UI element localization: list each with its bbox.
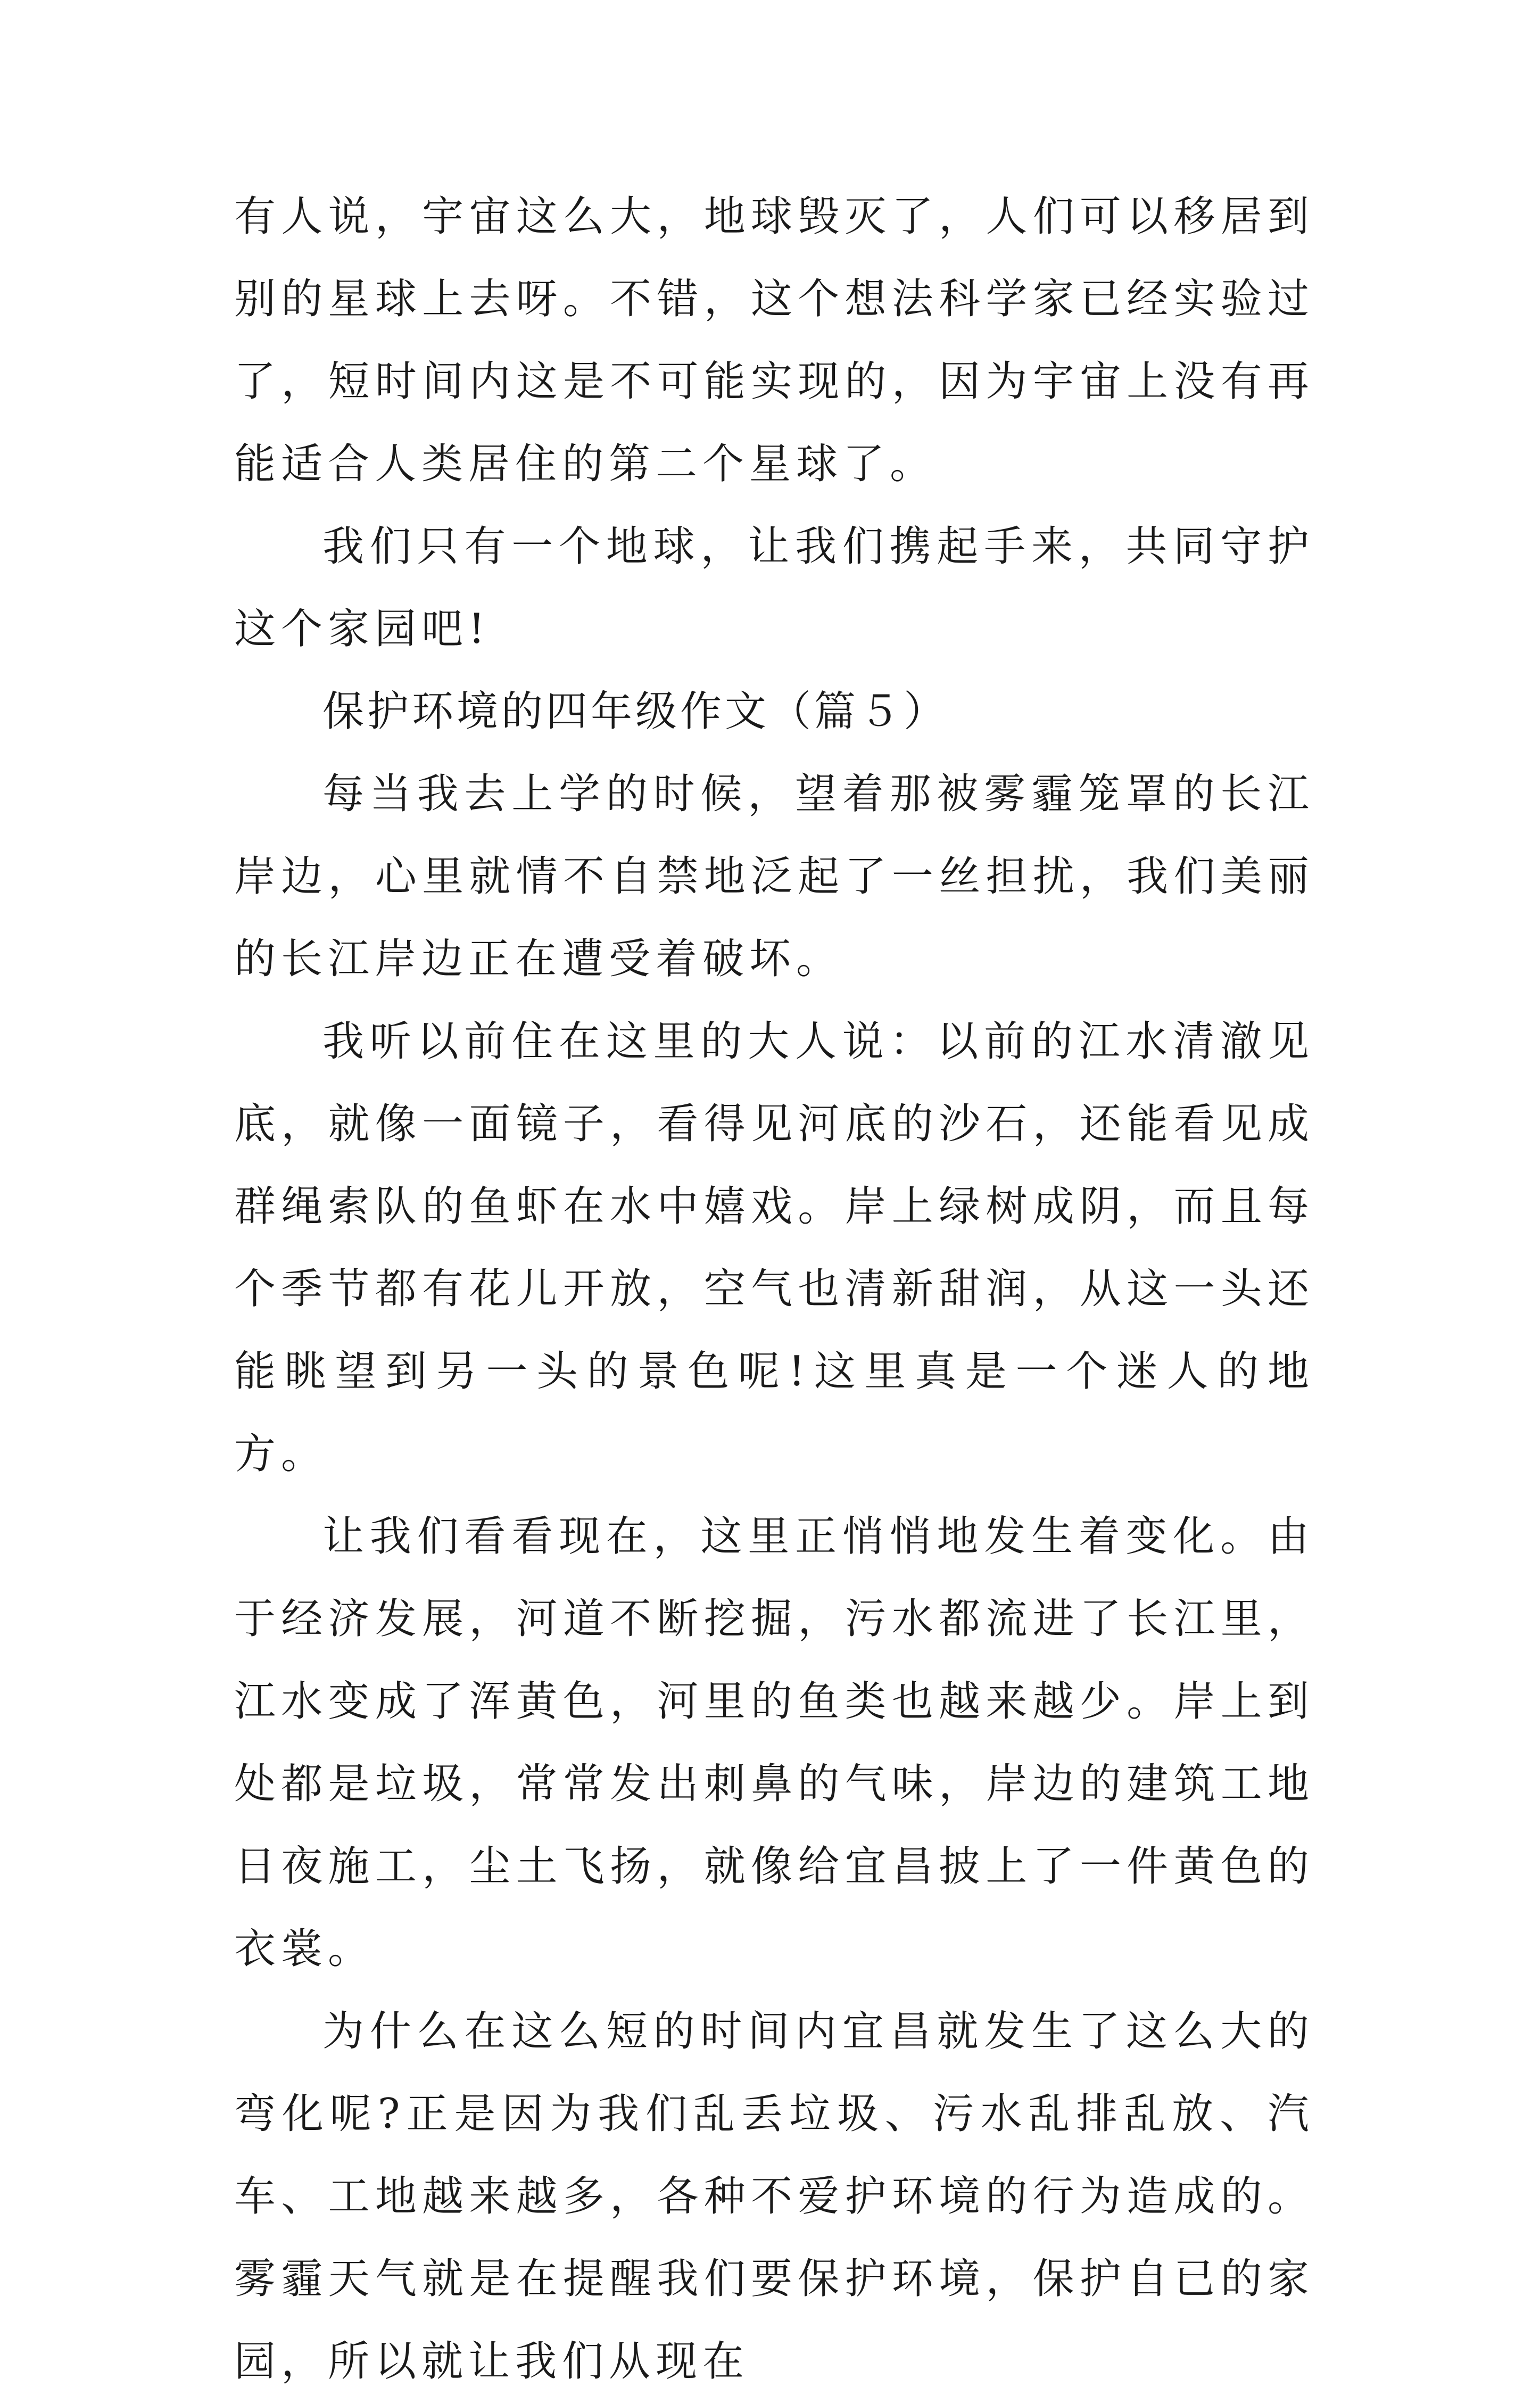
paragraph-5: 让我们看看现在，这里正悄悄地发生着变化。由于经济发展，河道不断挖掘，污水都流进了长江里，江水变成了浑黄色，河里的鱼类也越来越少。岸上到处都是垃圾，常常发出刺鼻的气味，岸边的建筑工地日夜施工，尘土飞扬，就像给宜昌披上了一件黄色的衣裳。 bbox=[234, 1513, 1314, 1973]
paragraph-4: 我听以前住在这里的大人说：以前的江水清澈见底，就像一面镜子，看得见河底的沙石，还能看见成群绳索队的鱼虾在水中嬉戏。岸上绿树成阴，而且每个季节都有花儿开放，空气也清新甜润，从这一头还能眺望到另一头的景色呢!这里真是一个迷人的地方。 bbox=[234, 1018, 1314, 1478]
document-body bbox=[234, 176, 1314, 2403]
section-heading: 保护环境的四年级作文（篇５） bbox=[322, 688, 949, 736]
paragraph-3: 每当我去上学的时候，望着那被雾霾笼罩的长江岸边，心里就情不自禁地泛起了一丝担扰，我们美丽的长江岸边正在遭受着破坏。 bbox=[234, 770, 1314, 983]
paragraph-2: 我们只有一个地球，让我们携起手来，共同守护这个家园吧! bbox=[234, 523, 1314, 653]
paragraph-1: 有人说，宇宙这么大，地球毁灭了，人们可以移居到别的星球上去呀。不错，这个想法科学家已经实验过了，短时间内这是不可能实现的，因为宇宙上没有再能适合人类居住的第二个星球了。 bbox=[234, 193, 1314, 488]
paragraph-6: 为什么在这么短的时间内宜昌就发生了这么大的弯化呢?正是因为我们乱丢垃圾、污水乱排乱放、汽车、工地越来越多，各种不爱护环境的行为造成的。雾霾天气就是在提醒我们要保护环境，保护自已的家园，所以就让我们从现在 bbox=[234, 2008, 1314, 2385]
